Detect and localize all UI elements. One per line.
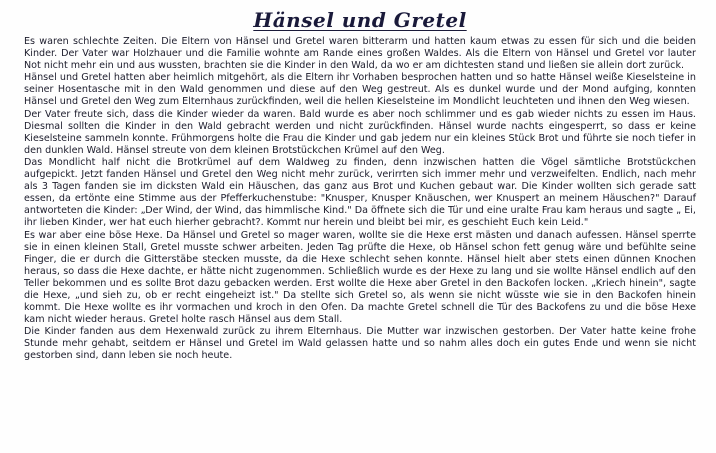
- story-paragraph: Der Vater freute sich, dass die Kinder wieder da waren. Bald wurde es aber noch schlimmer und es gab wieder nichts zu essen im Haus. Diesmal sollten die Kinder in den Wald gebracht werden und nicht zurückfinden. Hänsel wurde nachts eingesperrt, so dass er keine Kieselsteine sammeln konnte. Frühmorgens holte die Frau die Kinder und gab jedem nur ein kleines Stück Brot und führte sie noch tiefer in den dunklen Wald. Hänsel streute von dem kleinen Brotstückchen Krümel auf den Weg.: [24, 108, 696, 156]
- story-paragraph: Es war aber eine böse Hexe. Da Hänsel und Gretel so mager waren, wollte sie die Hexe erst mästen und danach aufessen. Hänsel sperrte sie in einen kleinen Stall, Gretel musste schwer arbeiten. Jeden Tag prüfte die Hexe, ob Hänsel schon fett genug wäre und befühlte seine Finger, die er durch die Gitterstäbe stecken musste, da die Hexe schlecht sehen konnte. Hänsel hielt aber stets einen dünnen Knochen heraus, so dass die Hexe dachte, er hätte nicht zugenommen. Schließlich wurde es der Hexe zu lang und sie wollte Hänsel endlich auf den Teller bekommen und es sollte Brot dazu gebacken werden. Erst wollte die Hexe aber Gretel in den Backofen locken. „Kriech hinein", sagte die Hexe, „und sieh zu, ob er recht eingeheizt ist." Da stellte sich Gretel so, als wenn sie nicht wüsste wie sie in den Backofen hinein kommt. Die Hexe wollte es ihr vormachen und kroch in den Ofen. Da machte Gretel schnell die Tür des Backofens zu und die böse Hexe kam nicht wieder heraus. Gretel holte rasch Hänsel aus dem Stall.: [24, 229, 696, 326]
- story-title: Hänsel und Gretel: [253, 8, 467, 32]
- story-paragraph: Das Mondlicht half nicht die Brotkrümel auf dem Waldweg zu finden, denn inzwischen hatten die Vögel sämtliche Brotstückchen aufgepickt. Jetzt fanden Hänsel und Gretel den Weg nicht mehr zurück, verirrten sich immer mehr und verzweifelten. Endlich, nach mehr als 3 Tagen fanden sie im dicksten Wald ein Häuschen, das ganz aus Brot und Kuchen gebaut war. Die Kinder wollten sich gerade satt essen, da ertönte eine Stimme aus der Pfefferkuchenstube: "Knusper, Knusper Knäuschen, wer Knuspert an meinem Häuschen?" Darauf antworteten die Kinder: „Der Wind, der Wind, das himmlische Kind." Da öffnete sich die Tür und eine uralte Frau kam heraus und sagte „ Ei, ihr lieben Kinder, wer hat euch hierher gebracht?. Kommt nur herein und bleibt bei mir, es geschieht Euch kein Leid.": [24, 156, 696, 229]
- story-paragraph: Es waren schlechte Zeiten. Die Eltern von Hänsel und Gretel waren bitterarm und hatten kaum etwas zu essen für sich und die beiden Kinder. Der Vater war Holzhauer und die Familie wohnte am Rande eines großen Waldes. Als die Eltern von Hänsel und Gretel vor lauter Not nicht mehr ein und aus wussten, brachten sie die Kinder in den Wald, da wo er am dichtesten stand und ließen sie allein dort zurück.: [24, 36, 696, 72]
- story-paragraph: Hänsel und Gretel hatten aber heimlich mitgehört, als die Eltern ihr Vorhaben besprochen hatten und so hatte Hänsel weiße Kieselsteine in seiner Hosentasche mit in den Wald genommen und diese auf den Weg gestreut. Als es dunkel wurde und der Mond aufging, konnten Hänsel und Gretel den Weg zum Elternhaus zurückfinden, weil die hellen Kieselsteine im Mondlicht leuchteten und ihnen den Weg wiesen.: [24, 72, 696, 108]
- story-paragraph: Die Kinder fanden aus dem Hexenwald zurück zu ihrem Elternhaus. Die Mutter war inzwischen gestorben. Der Vater hatte keine frohe Stunde mehr gehabt, seitdem er Hänsel und Gretel im Wald gelassen hatte und so nahm alles doch ein gutes Ende und wenn sie nicht gestorben sind, dann leben sie noch heute.: [24, 326, 696, 362]
- story-body: [24, 36, 696, 363]
